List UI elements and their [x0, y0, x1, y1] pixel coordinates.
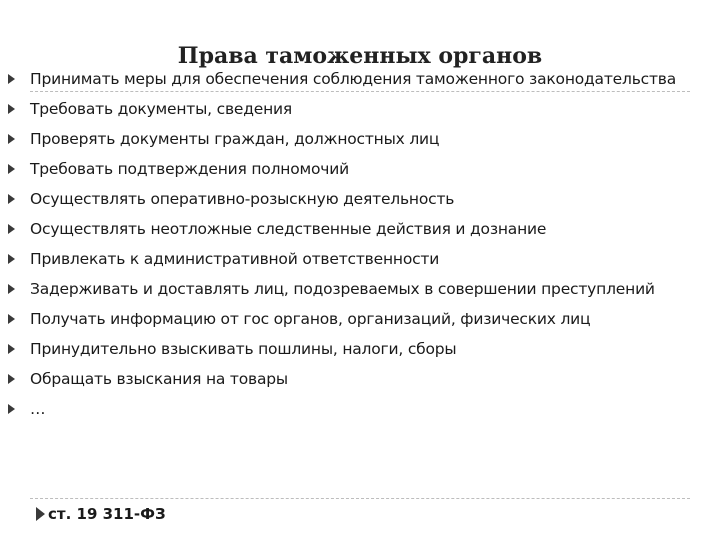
- list-item-text: Осуществлять неотложные следственные действия и дознание: [30, 220, 547, 238]
- list-item: [0, 154, 720, 184]
- list-item-text: Осуществлять оперативно-розыскную деятельность: [30, 190, 455, 208]
- list-item-text: Привлекать к административной ответственности: [30, 250, 440, 268]
- list-item: [0, 304, 720, 334]
- list-item: [0, 64, 720, 94]
- triangle-bullet-icon: [8, 74, 15, 84]
- list-item-text: Получать информацию от гос органов, организаций, физических лиц: [30, 310, 591, 328]
- triangle-bullet-icon: [8, 254, 15, 264]
- list-item: [0, 334, 720, 364]
- list-item: [0, 184, 720, 214]
- list-item: [0, 244, 720, 274]
- triangle-bullet-icon: [8, 314, 15, 324]
- list-item: [0, 214, 720, 244]
- law-reference: ст. 19 311-ФЗ: [48, 505, 166, 523]
- triangle-bullet-icon: [36, 507, 45, 521]
- triangle-bullet-icon: [8, 404, 15, 414]
- triangle-bullet-icon: [8, 284, 15, 294]
- list-item: [0, 274, 720, 304]
- list-item: [0, 124, 720, 154]
- footer-divider: [30, 498, 690, 499]
- list-item-text: Требовать документы, сведения: [30, 100, 293, 118]
- triangle-bullet-icon: [8, 344, 15, 354]
- slide-title: Права таможенных органов: [177, 42, 543, 69]
- list-item-text: …: [30, 400, 46, 418]
- triangle-bullet-icon: [8, 134, 15, 144]
- triangle-bullet-icon: [8, 374, 15, 384]
- triangle-bullet-icon: [8, 164, 15, 174]
- list-item-text: Проверять документы граждан, должностных лиц: [30, 130, 440, 148]
- list-item-text: Требовать подтверждения полномочий: [30, 160, 349, 178]
- triangle-bullet-icon: [8, 194, 15, 204]
- triangle-bullet-icon: [8, 104, 15, 114]
- triangle-bullet-icon: [8, 224, 15, 234]
- list-item-text: Принимать меры для обеспечения соблюдения таможенного законодательства: [30, 70, 677, 88]
- list-item-text: Задерживать и доставлять лиц, подозреваемых в совершении преступлений: [30, 280, 655, 298]
- list-item: [0, 364, 720, 394]
- list-item-text: Обращать взыскания на товары: [30, 370, 288, 388]
- list-item-text: Принудительно взыскивать пошлины, налоги, сборы: [30, 340, 457, 358]
- list-item: [0, 394, 720, 424]
- rights-list: [0, 64, 720, 424]
- list-item: [0, 94, 720, 124]
